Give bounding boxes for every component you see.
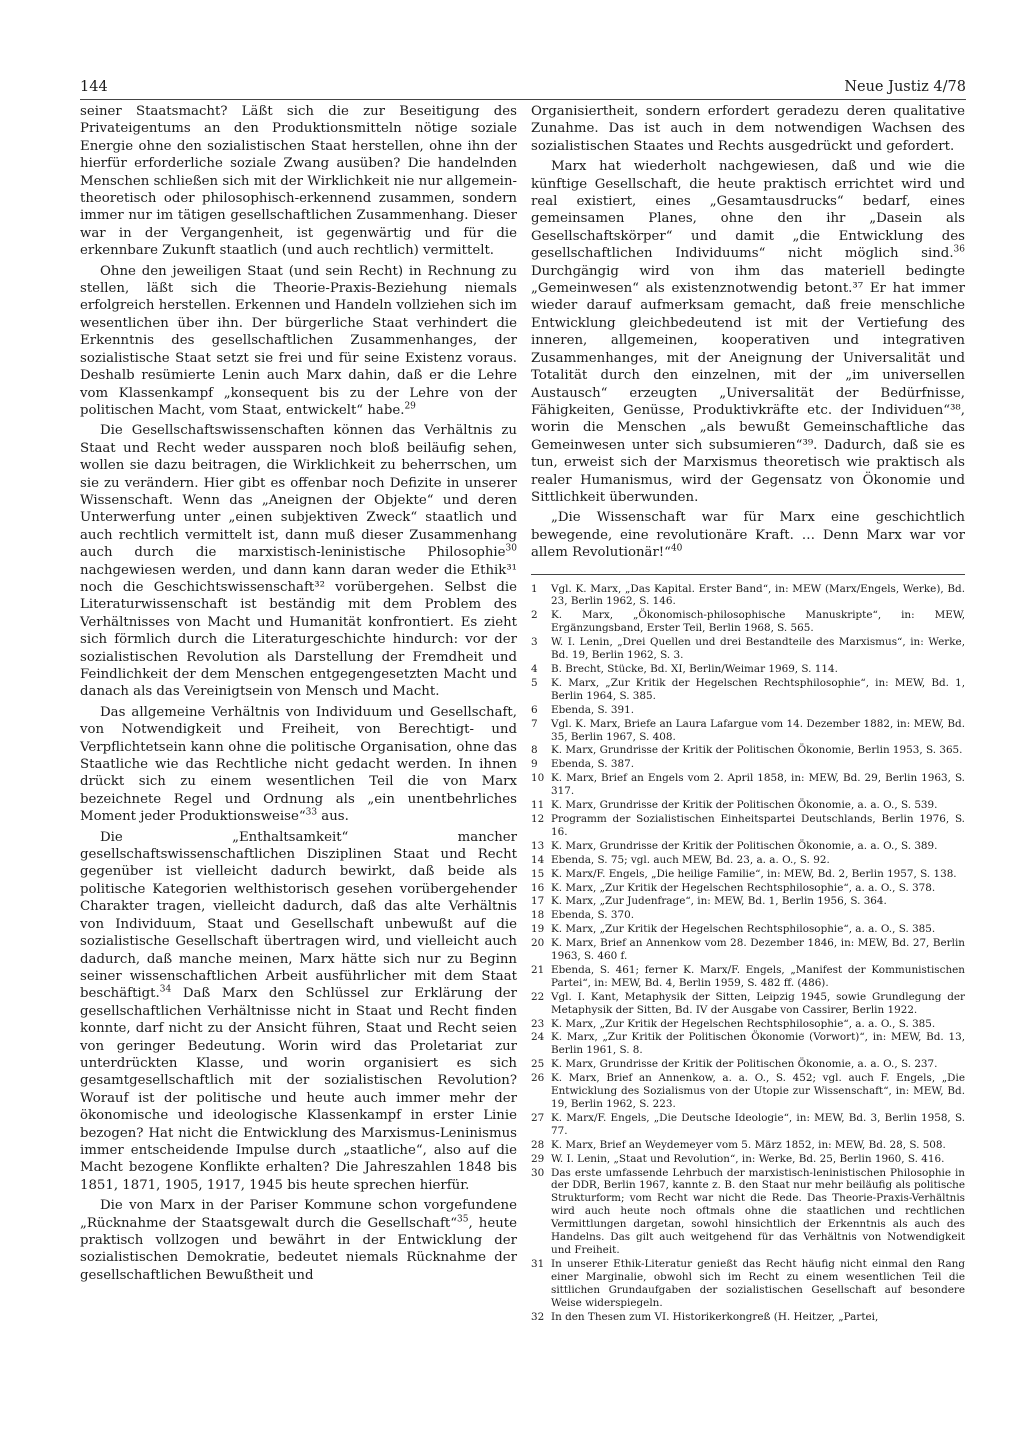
footnote-number: 5 (531, 676, 538, 689)
footnote-text: K. Marx/F. Engels, „Die heilige Familie“, in: MEW, Bd. 2, Berlin 1957, S. 138. (551, 867, 957, 880)
footnote-text: K. Marx, Grundrisse der Kritik der Politischen Ökonomie, Berlin 1953, S. 365. (551, 744, 963, 757)
right-column-body (531, 103, 965, 562)
right-column (531, 103, 965, 1324)
footnote (531, 758, 965, 771)
footnote (531, 636, 965, 662)
footnote (531, 677, 965, 703)
page-header (80, 70, 966, 94)
footnote (531, 1311, 965, 1324)
footnote-text: W. I. Lenin, „Staat und Revolution“, in: Werke, Bd. 25, Berlin 1960, S. 416. (551, 1152, 945, 1165)
paragraph-text: Ohne den jeweiligen Staat (und sein Recht) in Rechnung zu stellen, läßt sich die Theorie-Praxis-Beziehung niemals erfolgreich herstellen. Erkennen und Handeln vollziehen sich im wesentlichen über ihn. Der bürgerliche Staat verhindert die Erkenntnis des gesellschaftlichen Zusammenhanges, der sozialistische Staat setzt sie frei und für seine Existenz voraus. Deshalb resümierte Lenin auch Marx dahin, daß er die Lehre vom Klassenkampf „konsequent bis zu der Lehre von der politischen Macht, vom Staat, entwickelt“ habe. (80, 263, 517, 418)
footnote-number: 29 (531, 1152, 545, 1165)
paragraph (80, 1197, 517, 1284)
footnote-number: 31 (531, 1257, 545, 1270)
footnote (531, 704, 965, 717)
footnote-text: Das erste umfassende Lehrbuch der marxistisch-leninistischen Philosophie in der DDR, Berlin 1967, kannte z. B. den Staat nur mehr beiläufig als politische Strukturform; vom Recht war nicht die Rede. Das Theorie-Praxis-Verhältnis wird auch heute noch oftmals ohne die staatlichen und rechtlichen Vermittlungen dargetan, sowohl hinsichtlich der Erkenntnis als auch des Handelns. Das gilt auch weitgehend für das Verhältnis von Notwendigkeit und Freiheit. (551, 1166, 965, 1256)
journal-issue: Neue Justiz 4/78 (844, 78, 966, 95)
paragraph (531, 509, 965, 561)
paragraph (80, 422, 517, 701)
footnote (531, 840, 965, 853)
footnote-number: 9 (531, 758, 538, 771)
footnote-number: 30 (531, 1166, 545, 1179)
footnote-text: Ebenda, S. 461; ferner K. Marx/F. Engels, „Manifest der Kommunistischen Partei“, in: MEW, Bd. 4, Berlin 1959, S. 482 ff. (486). (551, 963, 965, 989)
footnote-number: 14 (531, 853, 545, 866)
footnote-number: 6 (531, 703, 538, 716)
footnote-number: 25 (531, 1058, 545, 1071)
paragraph-text: Die Gesellschaftswissenschaften können das Verhältnis zu Staat und Recht weder aussparen noch bloß beiläufig sehen, wollen sie dazu beitragen, die Wirklichkeit zu beherrschen, um sie zu verändern. Hier gibt es offenbar noch Defizite in unserer Wissenschaft. Wenn das „Aneignen der Objekte“ und deren Unterwerfung unter „einen subjektiven Zweck“ staatlich und auch rechtlich vermittelt ist, dann muß dieser Zusammenhang auch durch die marxistisch-leninistische Philosophie (80, 423, 517, 561)
footnote-text: K. Marx, Brief an Weydemeyer vom 5. März 1852, in: MEW, Bd. 28, S. 508. (551, 1138, 946, 1151)
footnote (531, 1258, 965, 1310)
footnote (531, 1139, 965, 1152)
footnote-list (531, 583, 965, 1324)
footnote-text: Ebenda, S. 391. (551, 703, 635, 716)
paragraph (80, 829, 517, 1195)
footnote-ref: 36 (953, 244, 965, 255)
footnote (531, 923, 965, 936)
footnote-text: Ebenda, S. 75; vgl. auch MEW, Bd. 23, a. a. O., S. 92. (551, 853, 830, 866)
footnote-number: 21 (531, 963, 545, 976)
footnote (531, 1018, 965, 1031)
footnote-ref: 30 (505, 543, 517, 554)
paragraph-text-tail: aus. (317, 809, 349, 825)
paragraph-text: Die von Marx in der Pariser Kommune schon vorgefundene „Rücknahme der Staatsgewalt durch die Gesellschaft“ (80, 1198, 517, 1231)
footnote-text: K. Marx, „Zur Judenfrage“, in: MEW, Bd. 1, Berlin 1956, S. 364. (551, 895, 887, 908)
footnote (531, 609, 965, 635)
footnote-text: K. Marx, Grundrisse der Kritik der Politischen Ökonomie, a. a. O., S. 539. (551, 799, 938, 812)
footnote-number: 3 (531, 636, 538, 649)
footnote (531, 772, 965, 798)
footnote-number: 27 (531, 1111, 545, 1124)
footnote (531, 1112, 965, 1138)
left-column (80, 103, 517, 1287)
footnote-text: Programm der Sozialistischen Einheitspartei Deutschlands, Berlin 1976, S. 16. (551, 812, 965, 838)
footnote-text: Ebenda, S. 387. (551, 758, 635, 771)
footnote-number: 16 (531, 881, 545, 894)
footnote-text: W. I. Lenin, „Drei Quellen und drei Bestandteile des Marxismus“, in: Werke, Bd. 19, Berlin 1962, S. 3. (551, 636, 965, 662)
footnote-number: 10 (531, 772, 545, 785)
paragraph-text-tail: nachgewiesen werden, und dann kann daran weder die Ethik³¹ noch die Geschichtswissenschaft³² vorübergehen. Selbst die Literaturwissenschaft ist beständig mit dem Problem des Verhältnisses von Macht und Humanität konfrontiert. Es zieht sich förmlich durch die Literaturgeschichte hindurch: vor der sozialistischen Revolution als Darstellung der Fremdheit und Feindlichkeit der dem Menschen entgegengesetzten Macht und danach als das Vereinigtsein von Mensch und Macht. (80, 562, 517, 700)
footnote-number: 18 (531, 909, 545, 922)
footnote-text: K. Marx, „Zur Kritik der Hegelschen Rechtsphilosophie“, a. a. O., S. 385. (551, 1017, 936, 1030)
paragraph (80, 704, 517, 826)
footnote-number: 23 (531, 1017, 545, 1030)
footnote (531, 909, 965, 922)
footnote (531, 882, 965, 895)
footnote-number: 7 (531, 717, 538, 730)
footnote-number: 2 (531, 609, 538, 622)
paragraph (531, 158, 965, 506)
footnote (531, 895, 965, 908)
footnote-text: K. Marx, Grundrisse der Kritik der Politischen Ökonomie, a. a. O., S. 389. (551, 839, 938, 852)
footnote-text: K. Marx, Brief an Engels vom 2. April 1858, in: MEW, Bd. 29, Berlin 1963, S. 317. (551, 772, 965, 798)
footnote (531, 854, 965, 867)
footnote (531, 964, 965, 990)
paragraph-text-tail: Daß Marx den Schlüssel zur Erklärung der gesellschaftlichen Verhältnisse nicht in Staat und Recht finden konnte, darf nicht zu der Ansicht führen, Staat und Recht seien von geringer Bedeutung. Worin wird das Proletariat zur unterdrückten Klasse, und worin organisiert es sich gesamtgesellschaftlich mit der sozialistischen Revolution? Worauf ist der politische und heute auch immer mehr der ökonomische und ideologische Klassenkampf in erster Linie bezogen? Hat nicht die Entwicklung des Marxismus-Leninismus immer entscheidende Impulse durch „staatliche“, also auf die Macht bezogene Konflikte erhalten? Die Jahreszahlen 1848 bis 1851, 1871, 1905, 1917, 1945 bis heute sprechen hierfür. (80, 986, 517, 1193)
footnote (531, 1072, 965, 1111)
paragraph-text-tail: , heute praktisch vollzogen und bewährt in der Entwicklung der sozialistischen Demokratie, bedeutet niemals Rücknahme der gesellschaftlichen Bewußtheit und (80, 1215, 517, 1283)
footnote-number: 1 (531, 582, 538, 595)
footnote-ref: 34 (159, 984, 172, 995)
footnote-ref: 40 (670, 543, 683, 554)
footnote-text: K. Marx/F. Engels, „Die Deutsche Ideologie“, in: MEW, Bd. 3, Berlin 1958, S. 77. (551, 1111, 965, 1137)
paragraph-text: Marx hat wiederholt nachgewiesen, daß und wie die künftige Gesellschaft, die heute praktisch errichtet wird und real existiert, eines „Gesamtausdrucks“ bedarf, eines gemeinsamen Planes, ohne den ihr „Dasein als Gesellschaftskörper“ und damit „die Entwicklung des gesellschaftlichen Individuums“ nicht möglich sind. (531, 159, 965, 262)
footnote-separator (531, 574, 965, 575)
footnote-text: In unserer Ethik-Literatur genießt das Recht häufig nicht einmal den Rang einer Marginalie, obwohl sich im Recht zu einem wesentlichen Teil die sittlichen Grundaufgaben der sozialistischen Gesellschaft auf besondere Weise widerspiegeln. (551, 1257, 965, 1309)
paragraph-text: Organisiertheit, sondern erfordert geradezu deren qualitative Zunahme. Das ist auch in dem notwendigen Wachsen des sozialistischen Staates und Rechts ausgedrückt und gefordert. (531, 104, 965, 154)
footnote (531, 663, 965, 676)
footnote-text: Vgl. I. Kant, Metaphysik der Sitten, Leipzig 1945, sowie Grundlegung der Metaphysik der Sitten, Bd. IV der Ausgabe von Cassirer, Berlin 1922. (551, 990, 965, 1016)
footnote-number: 15 (531, 867, 545, 880)
paragraph-text-tail: Durchgängig wird von ihm das materiell bedingte „Gemeinwesen“ als existenznotwendig betont.³⁷ Er hat immer wieder darauf aufmerksam gemacht, daß freie menschliche Entwicklung gleichbedeutend ist mit der Vertiefung des inneren, allgemeinen, kooperativen und integrativen Zusammenhanges, mit der Aneignung der Universalität und Totalität durch den einzelnen, mit der „im universellen Austausch“ erzeugten „Universalität der Bedürfnisse, Fähigkeiten, Genüsse, Produktivkräfte etc. der Individuen“³⁸, worin die Menschen „als bewußt Gemeinschaftliche das Gemeinwesen unter sich subsumieren“³⁹. Dadurch, daß sie es tun, erweist sich der Marxismus theoretisch wie praktisch als realer Humanismus, wird der Gegensatz von Ökonomie und Sittlichkeit überwunden. (531, 263, 965, 505)
page-number: 144 (80, 78, 108, 95)
paragraph (531, 103, 965, 155)
footnote-text: K. Marx, „Ökonomisch-philosophische Manuskripte“, in: MEW, Ergänzungsband, Erster Teil, Berlin 1968, S. 565. (551, 609, 965, 635)
footnote-text: K. Marx, Grundrisse der Kritik der Politischen Ökonomie, a. a. O., S. 237. (551, 1058, 938, 1071)
footnote (531, 1167, 965, 1257)
footnote-number: 4 (531, 663, 538, 675)
footnote-number: 8 (531, 744, 538, 757)
footnote-text: Vgl. K. Marx, Briefe an Laura Lafargue vom 14. Dezember 1882, in: MEW, Bd. 35, Berlin 1967, S. 408. (551, 717, 965, 743)
footnote (531, 991, 965, 1017)
footnote-number: 28 (531, 1138, 545, 1151)
footnote-number: 24 (531, 1031, 545, 1044)
footnote (531, 868, 965, 881)
footnote-number: 22 (531, 990, 545, 1003)
paragraph (80, 103, 517, 260)
footnote-text: K. Marx, „Zur Kritik der Politischen Ökonomie (Vorwort)“, in: MEW, Bd. 13, Berlin 1961, S. 8. (551, 1031, 965, 1057)
footnote-number: 32 (531, 1310, 545, 1323)
footnote-text: K. Marx, Brief an Annenkow, a. a. O., S. 452; vgl. auch F. Engels, „Die Entwicklung des Sozialismus von der Utopie zur Wissenschaft“, in: MEW, Bd. 19, Berlin 1962, S. 223. (551, 1072, 965, 1110)
footnote-number: 13 (531, 839, 545, 852)
footnote-number: 20 (531, 937, 545, 950)
footnote-text: Ebenda, S. 370. (551, 909, 635, 922)
footnote (531, 1031, 965, 1057)
footnote-text: K. Marx, „Zur Kritik der Hegelschen Rechtsphilosophie“, in: MEW, Bd. 1, Berlin 1964, S. 385. (551, 676, 965, 702)
footnote-number: 12 (531, 812, 545, 825)
footnote (531, 1153, 965, 1166)
footnote-number: 11 (531, 799, 545, 812)
footnote (531, 813, 965, 839)
paragraph (80, 263, 517, 420)
footnote-number: 26 (531, 1072, 545, 1085)
footnote (531, 718, 965, 744)
footnote-number: 17 (531, 895, 545, 908)
footnote-text: Vgl. K. Marx, „Das Kapital. Erster Band“, in: MEW (Marx/Engels, Werke), Bd. 23, Berlin 1962, S. 146. (551, 582, 965, 608)
footnote-number: 19 (531, 923, 545, 936)
footnote-text: In den Thesen zum VI. Historikerkongreß (H. Heitzer, „Partei, (551, 1310, 879, 1323)
footnote-text: B. Brecht, Stücke, Bd. XI, Berlin/Weimar 1969, S. 114. (551, 663, 838, 675)
footnote (531, 583, 965, 609)
footnote-text: K. Marx, Brief an Annenkow vom 28. Dezember 1846, in: MEW, Bd. 27, Berlin 1963, S. 460 f. (551, 937, 965, 963)
paragraph-text: Die „Enthaltsamkeit“ mancher gesellschaftswissenschaftlichen Disziplinen Staat und Recht gegenüber ist vielleicht dadurch bewirkt, daß beide als politische Kategorien welthistorisch gesehen vorübergehender Charakter tragen, vielleicht dadurch, daß das alte Verhältnis von Individuum, Staat und Gesellschaft unbewußt auf die sozialistische Gesellschaft übertragen wird, und vielleicht auch dadurch, daß manche meinen, Marx hätte sich nur zu Beginn seiner wissenschaftlichen Arbeit ausführlicher mit dem Staat beschäftigt. (80, 829, 517, 1002)
footnote-text: K. Marx, „Zur Kritik der Hegelschen Rechtsphilosophie“, a. a. O., S. 378. (551, 881, 936, 894)
footnote (531, 937, 965, 963)
footnote-ref: 33 (305, 807, 318, 818)
footnote (531, 1058, 965, 1071)
paragraph-text: Das allgemeine Verhältnis von Individuum und Gesellschaft, von Notwendigkeit und Freiheit, von Berechtigt- und Verpflichtetsein kann ohne die politische Organisation, ohne das Staatliche wie das Rechtliche nicht gedacht werden. In ihnen drückt sich zu einem wesentlichen Teil die von Marx bezeichnete Regel und Ordnung als „ein unentbehrliches Moment jeder Produktionsweise“ (80, 704, 517, 825)
paragraph-text: „Die Wissenschaft war für Marx eine geschichtlich bewegende, eine revolutionäre Kraft. … Denn Marx war vor allem Revolutionär!“ (531, 510, 965, 561)
footnote (531, 744, 965, 757)
paragraph-text: seiner Staatsmacht? Läßt sich die zur Beseitigung des Privateigentums an den Produktionsmitteln nötige soziale Energie ohne den sozialistischen Staat herstellen, ohne ihn der hierfür erforderliche soziale Zwang ausüben? Die handelnden Menschen schließen sich mit der Wirklichkeit nie nur allgemein-theoretisch oder philosophisch-erkennend zusammen, sondern immer nur im tätigen gesellschaftlichen Zusammenhang. Dieser war in der Vergangenheit, ist gegenwärtig und für die erkennbare Zukunft staatlich (und auch rechtlich) vermittelt. (80, 104, 517, 259)
footnote-ref: 29 (404, 401, 416, 412)
header-rule (80, 99, 966, 100)
footnote (531, 799, 965, 812)
footnote-ref: 35 (457, 1214, 469, 1225)
footnote-text: K. Marx, „Zur Kritik der Hegelschen Rechtsphilosophie“, a. a. O., S. 385. (551, 923, 936, 936)
